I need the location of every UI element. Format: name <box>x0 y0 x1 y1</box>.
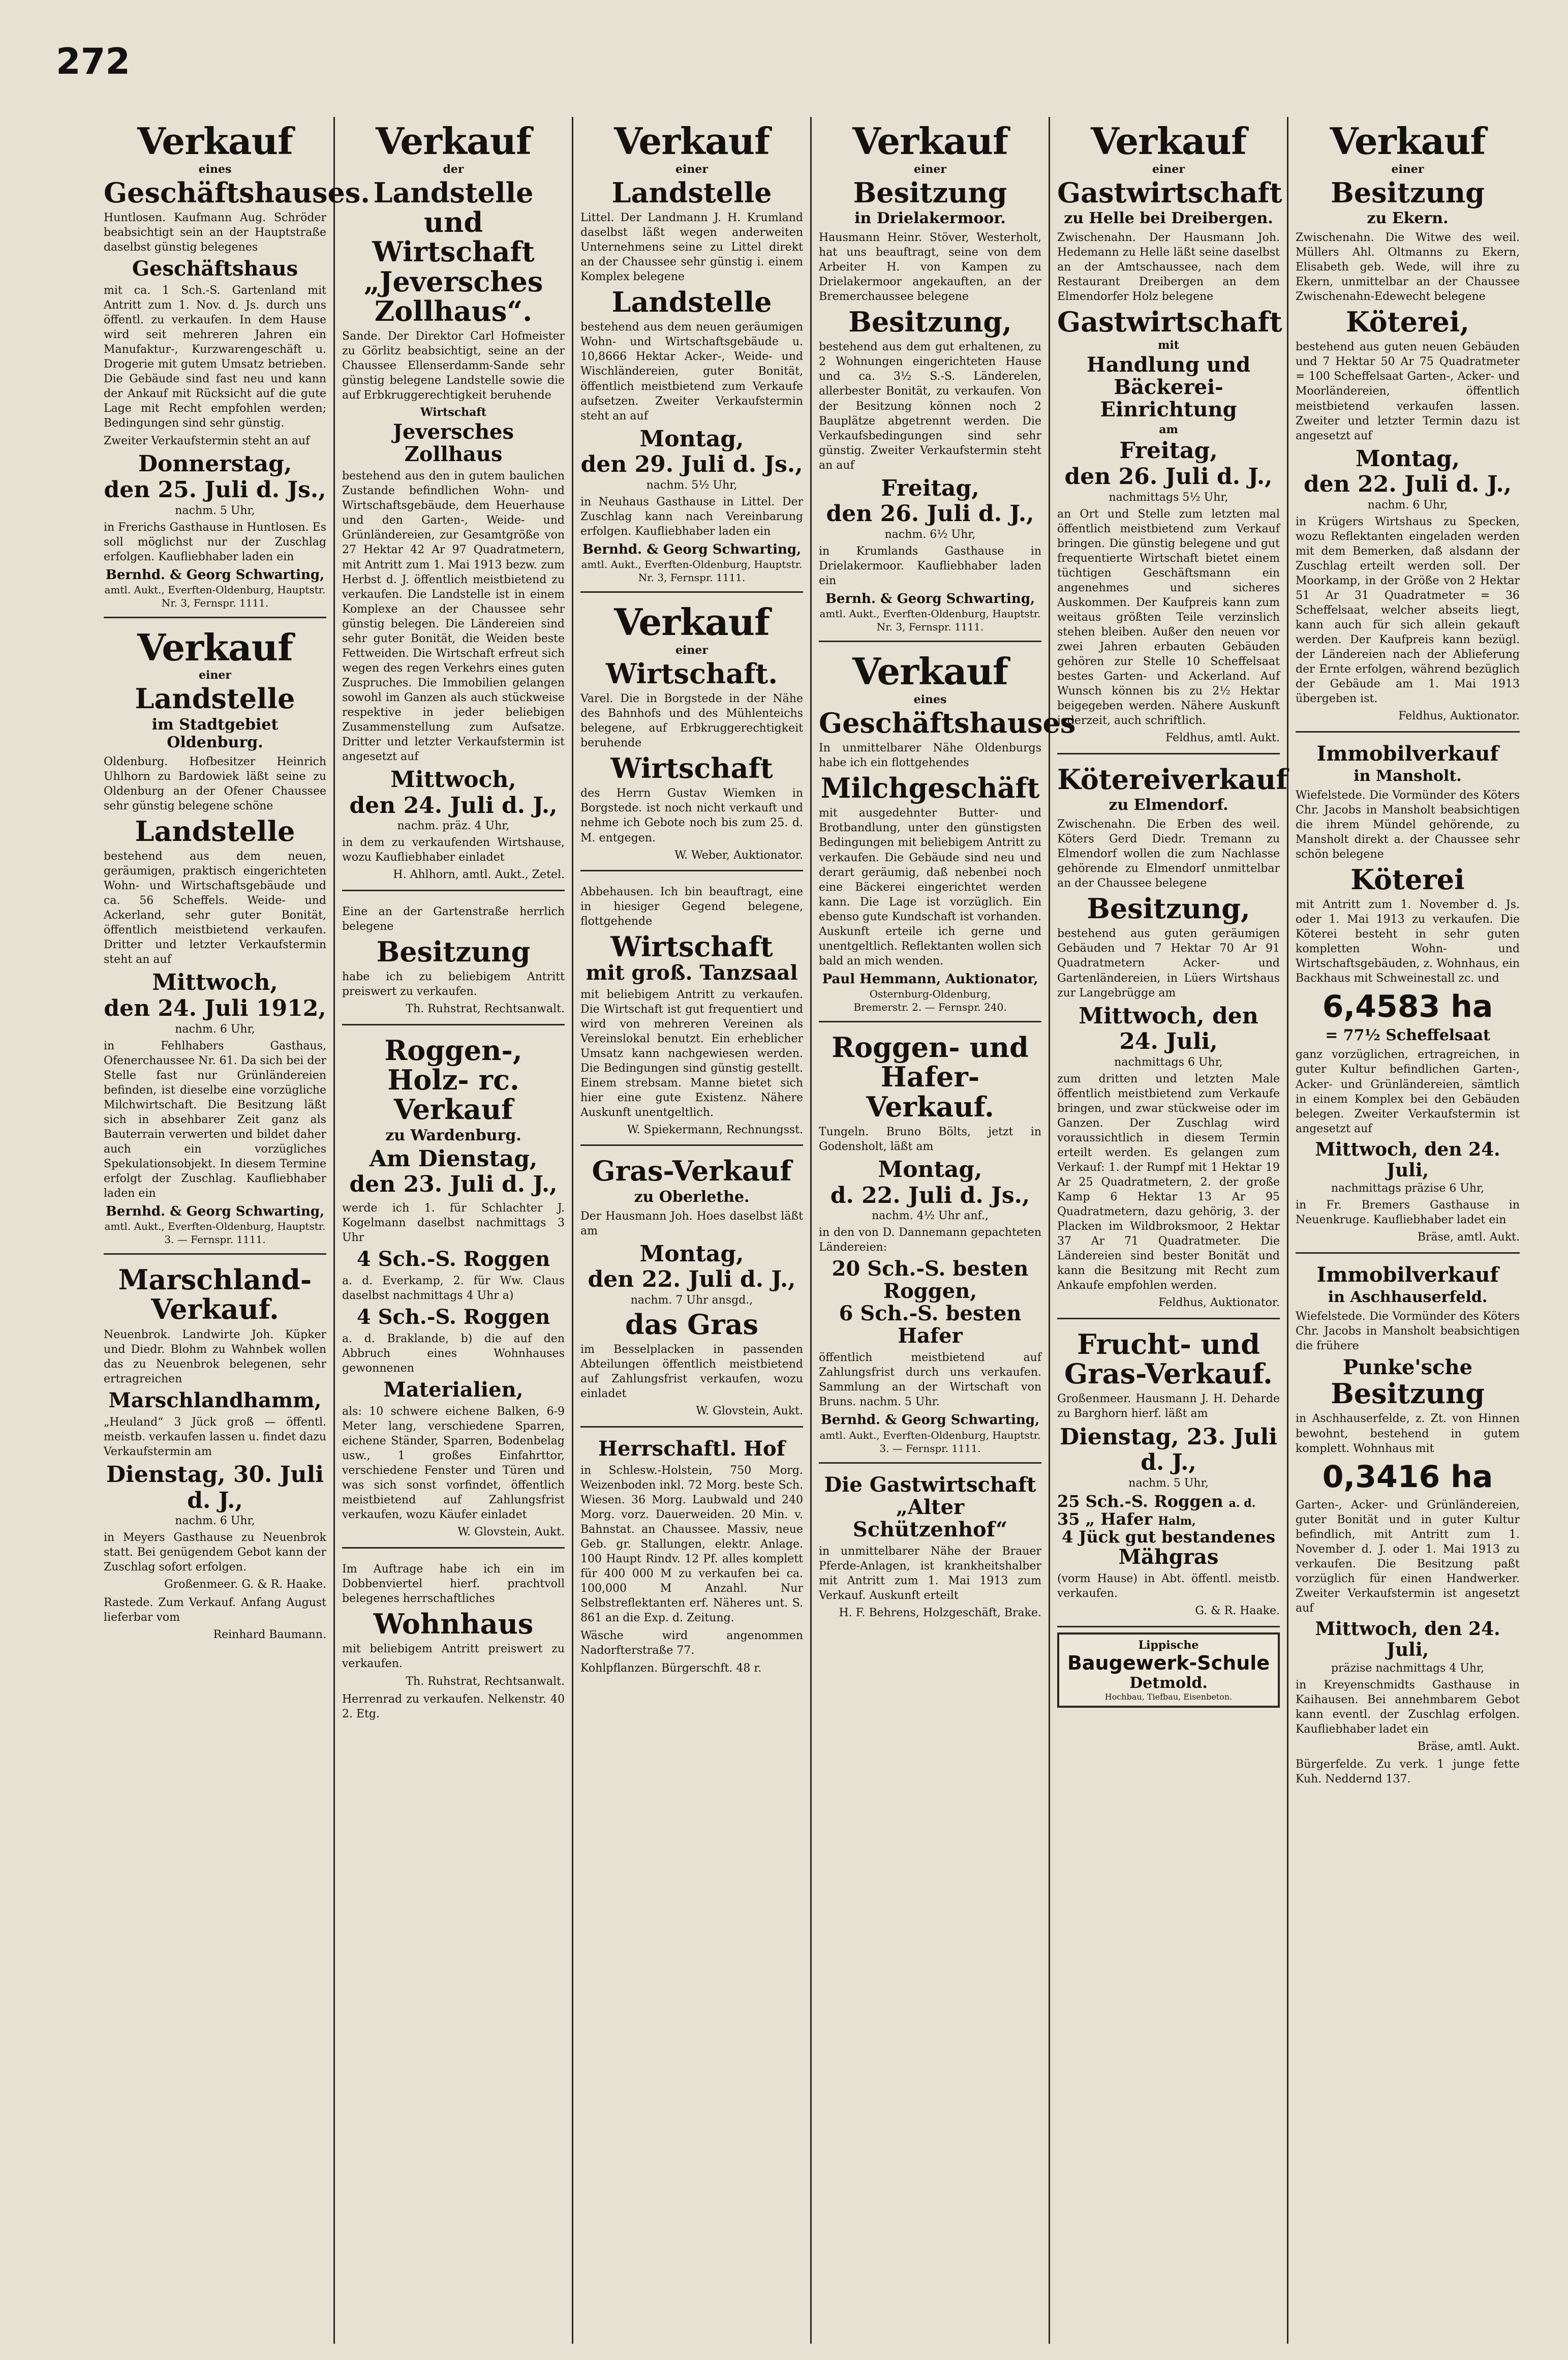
ad-text: Eine an der Gartenstraße herrlich belegene <box>342 905 565 933</box>
ad-besitzung-drielakermoor <box>819 117 1041 642</box>
ad-date: den 26. Juli d. J., <box>826 501 1034 527</box>
ad-date: d. 22. Juli d. Js., <box>830 1182 1030 1208</box>
ad-text: mit beliebigem Antritt preiswert zu verkaufen. <box>342 1643 565 1671</box>
ad-text: Herrenrad zu verkaufen. Nelkenstr. 40 2. Etg. <box>342 1693 565 1721</box>
ad-text: Kohlpflanzen. Bürgerschft. 48 r. <box>580 1662 762 1675</box>
ad-besitzung-gartenstrasse <box>342 896 565 1025</box>
ad-text: Abbehausen. Ich bin beauftragt, eine in hiesiger Gegend belegene, flottgehende <box>580 886 803 928</box>
ad-text: Varel. Die in Borgstede in der Nähe des Bahnhofs und des Mühlenteichs belegene, auf Erbkruggerechtigkeit beruhende <box>580 692 803 750</box>
ad-text: Littel. Der Landmann J. H. Krumland daselbst läßt wegen anderweiten Unternehmens seine zu Littel direkt an der Chaussee sehr günstig i. einem Komplex belegene <box>580 211 803 284</box>
ad-title: Hafer-Verkauf. <box>866 1061 994 1123</box>
ad-marschland <box>104 1260 326 1649</box>
auctioneer-name: Bernhd. & Georg Schwarting, <box>105 567 325 583</box>
ad-signature: Feldhus, amtl. Aukt. <box>1165 732 1280 745</box>
ad-text: Zweiter Verkaufstermin steht an auf <box>104 435 310 448</box>
ad-object: Jeversches Zollhaus <box>392 420 514 467</box>
ad-subline: einer <box>1391 162 1424 176</box>
ad-object: 4 Sch.-S. Roggen <box>356 1305 550 1329</box>
ad-text: Huntlosen. Kaufmann Aug. Schröder beabsichtigt sein an der Hauptstraße daselbst günstig belegenes <box>104 211 326 254</box>
ad-text: mit ausgedehnter Butter- und Brotbandlung, unter den günstigsten Bedingungen mit beliebigem Antritt zu verkaufen. Die Gebäude sind neu und derart geräumig, daß nebenbei noch eine Bäckerei eingerichtet werden kann. Die Lage ist vorzüglich. Ein ebenso gute Kundschaft ist vorhanden. Auskunft erteile ich gerne und unentgeltlich. Reflektanten wollen sich bald an mich wenden. <box>819 807 1041 967</box>
ad-object: Wirtschaft <box>610 752 773 785</box>
ad-text: mit ca. 1 Sch.-S. Gartenland mit Antritt zum 1. Nov. d. Js. durch uns öffentl. zu verkaufen. In dem Hause wird seit mehreren Jahren ein Manufaktur-, Kurzwarengeschäft u. Drogerie mit gutem Umsatz betrieben. Die Gebäude sind fast neu und kann der Ankauf mit Rücksicht auf die gute Lage mit Recht empfohlen werden; Bedingungen sind sehr günstig. <box>104 284 326 430</box>
ad-location: zu Elmendorf. <box>1109 796 1228 814</box>
ad-text: bestehend aus dem neuen, geräumigen, praktisch eingerichteten Wohn- und Wirtschaftsgebäude und ca. 56 Scheffels. Weide- und Ackerland, sehr guter Bonität, öffentlich meistbietend verkaufen. Dritter und letzter Verkaufstermin steht an auf <box>104 850 326 966</box>
ad-time: nachm. präz. 4 Uhr, <box>397 820 510 833</box>
column-5 <box>1050 117 1288 2344</box>
columns <box>97 117 1527 2344</box>
ad-object: Marschlandhamm, <box>108 1388 322 1412</box>
ad-signature: Reinhard Baumann. <box>213 1628 326 1641</box>
ad-alter-schuetzenhof <box>819 1469 1041 1628</box>
ad-subline: Wirtschaft <box>420 406 487 419</box>
ad-object: Wirtschaft <box>610 930 773 963</box>
ad-object-text: 25 Sch.-S. Roggen <box>1057 1491 1223 1511</box>
ad-object-note: a. d. <box>1228 1496 1256 1510</box>
ad-object: 20 Sch.-S. besten <box>832 1257 1029 1281</box>
ad-text: habe ich zu beliebigem Antritt preiswert zu verkaufen. <box>342 971 565 999</box>
ad-location: in Aschhauserfeld. <box>1328 1288 1488 1307</box>
ad-signature: H. F. Behrens, Holzgeschäft, Brake. <box>839 1606 1041 1619</box>
ad-headline: Verkauf <box>1091 119 1246 163</box>
ad-roggen-hafer-tungeln <box>819 1027 1041 1464</box>
ad-text: in Fr. Bremers Gasthause in Neuenkruge. Kaufliebhaber ladet ein <box>1296 1199 1520 1227</box>
ad-signature: Th. Ruhstrat, Rechtsanwalt. <box>406 1003 565 1016</box>
ad-headline: Roggen- und <box>832 1031 1029 1064</box>
ad-headline: Kötereiverkauf <box>1057 763 1288 796</box>
ad-wohnhaus-dobbenviertel <box>342 1554 565 1732</box>
ad-object: Landstelle <box>135 814 295 848</box>
ad-time: nachm. 6 Uhr, <box>175 1022 255 1036</box>
auctioneer-address: Bremerstr. 2. — Fernspr. 240. <box>853 1001 1007 1013</box>
ad-time: nachm. 5 Uhr, <box>175 504 255 517</box>
ad-headline: Verkauf <box>614 600 770 644</box>
ad-headline: Die Gastwirtschaft <box>824 1472 1036 1497</box>
auctioneer-name: Bernhd. & Georg Schwarting, <box>582 541 802 557</box>
auctioneer-name: Bernh. & Georg Schwarting, <box>825 591 1035 607</box>
ad-besitzung-ekern <box>1296 117 1520 733</box>
ad-date: Montag, <box>639 426 744 452</box>
school-label: Lippische <box>1138 1638 1199 1652</box>
ad-time: nachmittags 6 Uhr, <box>1114 1055 1223 1069</box>
ad-date: Montag, <box>1356 445 1460 472</box>
ad-signature: Feldhus, Auktionator. <box>1158 1296 1280 1310</box>
ad-herrschaftlicher-hof <box>580 1433 803 1686</box>
ad-location: zu Wardenburg. <box>385 1126 521 1144</box>
ad-frucht-gras-verkauf <box>1057 1324 1280 1627</box>
ad-signature: H. Ahlhorn, amtl. Aukt., Zetel. <box>393 868 565 882</box>
ad-headline: Immobilverkauf <box>1316 1263 1499 1287</box>
ad-text: an Ort und Stelle zum letzten mal öffentlich meistbietend zum Verkauf bringen. Die günstig belegene und gut frequentierte Wirtschaft bietet einem tüchtigen Geschäftsmann ein angenehmes und sicheres Auskommen. Der Kaufpreis kann zum weitaus größten Teile verzinslich stehen bleiben. Außer den neuen vor zwei Jahren erbauten Gebäuden gehören zur Stelle 10 Scheffelsaat bestes Garten- und Ackerland. Auf Wunsch können bis zu 2½ Hektar beigegeben werden. Nähere Auskunft jederzeit, auch schriftlich. <box>1057 507 1280 727</box>
ad-time: nachm. 7 Uhr ansgd., <box>630 1293 753 1307</box>
auctioneer-address: amtl. Aukt., Everften-Oldenburg, Hauptstr. 3. — Fernspr. 1111. <box>104 1220 326 1246</box>
ad-date: den 29. Juli d. Js., <box>580 451 803 478</box>
ad-headline: Immobilverkauf <box>1316 741 1499 766</box>
ad-subline: einer <box>675 162 708 176</box>
ad-gras-oberlethe <box>580 1151 803 1428</box>
ad-area: 6,4583 ha <box>1322 989 1493 1025</box>
ad-subline: einer <box>199 669 231 682</box>
ad-object: Landstelle <box>611 286 772 319</box>
ad-text: bestehend aus guten neuen Gebäuden und 7 Hektar 50 Ar 75 Quadratmeter = 100 Scheffelsaat Garten-, Acker- und Moorländereien, öffentlich meistbietend verkaufen lassen. Zweiter und letzter Termin dazu ist angesetzt auf <box>1296 341 1520 442</box>
ad-object: Hafer <box>898 1324 963 1348</box>
ad-text: Hausmann Heinr. Stöver, Westerholt, hat uns beauftragt, seine von dem Arbeiter H. von Kampen zu Drielakermoor angekauften, an der Bremerchaussee belegene <box>819 231 1041 304</box>
ad-object <box>1057 1510 1280 1528</box>
ad-object: Besitzung <box>376 935 531 968</box>
ad-object: Besitzung, <box>848 306 1012 339</box>
ad-date: Mittwoch, den 24. Juli, <box>1315 1138 1500 1182</box>
ad-object: Roggen, <box>883 1279 977 1304</box>
ad-text: „Heuland“ 3 Jück groß — öffentl. meistb. verkaufen lassen u. findet dazu Verkaufstermin am <box>104 1415 326 1458</box>
ad-text: bestehend aus guten geräumigen Gebäuden und 7 Hektar 70 Ar 91 Quadratmetern Acker- und Gartenländereien, in Lüers Wirtshaus zur Langebrügge am <box>1057 927 1280 1000</box>
auctioneer-address: amtl. Aukt., Everften-Oldenburg, Hauptstr. 3. — Fernspr. 1111. <box>819 1429 1041 1455</box>
ad-koetereiverkauf-elmendorf <box>1057 760 1288 1319</box>
column-1 <box>97 117 371 2344</box>
ad-object: Handlung und <box>1086 353 1251 377</box>
ad-object: Köterei <box>1350 863 1465 896</box>
ad-signature: W. Spiekermann, Rechnungsst. <box>627 1123 803 1136</box>
ad-title: Besitzung <box>1331 176 1485 209</box>
ad-immobilverkauf-aschhauserfeld <box>1296 1259 1520 1797</box>
ad-object: Milchgeschäft <box>820 772 1040 805</box>
school-city: Detmold. <box>1129 1674 1208 1692</box>
column-3 <box>573 117 812 2344</box>
ad-signature: Bräse, amtl. Aukt. <box>1417 1231 1520 1244</box>
ad-text: ganz vorzüglichen, ertragreichen, in guter Kultur befindlichen Garten-, Acker- und Grünländereien, sämtlich in einem Komplex bei den Gebäuden belegen. Zweiter Verkaufstermin ist angesetzt auf <box>1296 1048 1520 1135</box>
ad-title: Verkauf. <box>151 1293 279 1326</box>
ad-text: bestehend aus den in gutem baulichen Zustande befindlichen Wohn- und Wirtschaftsgebäude, dem Heuerhause und den Garten-, Weide- und Grünländereien, zur Gesamtgröße von 27 Hektar 42 Ar 97 Quadratmetern, mit Antritt zum 1. Mai 1913 bezw. zum Herbst d. J. öffentlich meistbietend zu verkaufen. Die Landstelle ist in einem Komplexe an der Chaussee sehr günstig belegen. Die Ländereien sind sehr guter Bonität, die Weiden beste Fettweiden. Die Wirtschaft erfreut sich wegen des regen Verkehrs eines guten Zuspruches. Die Immobilien gelangen sowohl im Ganzen als auch stückweise respektive in jeder beliebigen Zusammenstellung zum Aufsatze. Dritter und letzter Verkaufstermin ist angesetzt auf <box>342 470 565 763</box>
ad-title: „Alter Schützenhof“ <box>852 1495 1008 1541</box>
column-2 <box>335 117 573 2344</box>
ad-headline: Verkauf <box>137 625 293 669</box>
auctioneer-name: Paul Hemmann, Auktionator, <box>822 971 1038 987</box>
ad-signature: Feldhus, Auktionator. <box>1398 710 1520 723</box>
ad-headline: Gras-Verkauf <box>592 1155 792 1188</box>
ad-date: Mittwoch, <box>390 766 516 793</box>
school-subjects: Hochbau, Tiefbau, Eisenbeton. <box>1104 1691 1233 1702</box>
ad-text: Wiefelstede. Die Vormünder des Köters Chr. Jacobs in Mansholt beabsichtigen die ihrem Mündel gehörende, zu Mansholt direkt a. der Chaussee sehr schön belegene <box>1296 789 1520 861</box>
ad-jeversches-zollhaus <box>342 117 565 891</box>
ad-milchgeschaeft <box>819 647 1076 1022</box>
ad-headline: Roggen-, <box>384 1034 522 1067</box>
ad-title: Zollhaus“. <box>374 294 533 327</box>
ad-wirtschaft-varel <box>580 598 803 871</box>
ad-subline: mit <box>1158 339 1179 352</box>
ad-baugewerk-schule-detmold <box>1057 1632 1280 1708</box>
ad-headline: Verkauf <box>376 119 531 163</box>
ad-text: (vorm Hause) in Abt. öffentl. meistb. verkaufen. <box>1057 1572 1280 1600</box>
ad-object: Besitzung <box>1331 1377 1485 1410</box>
ad-time: nachm. 5 Uhr, <box>1128 1476 1209 1490</box>
ad-signature: Großenmeer. G. & R. Haake. <box>164 1578 326 1591</box>
ad-headline: Verkauf <box>852 119 1008 163</box>
ad-title: Landstelle und <box>373 176 534 238</box>
auctioneer-name: Bernhd. & Georg Schwarting, <box>105 1203 325 1219</box>
ad-text: mit beliebigem Antritt zu verkaufen. Die Wirtschaft ist gut frequentiert und wird von mehreren Vereinen als Vereinslokal benutzt. Ein erheblicher Umsatz kann nachgewiesen werden. Die Bedingungen sind günstig gestellt. Einem strebsam. Manne bietet sich hier eine gute Existenz. Nähere Auskunft unentgeltlich. <box>580 988 803 1119</box>
ad-text: werde ich 1. für Schlachter J. Kogelmann daselbst nachmittags 3 Uhr <box>342 1201 565 1244</box>
ad-text: in Neuhaus Gasthause in Littel. Der Zuschlag kann nach Vereinbarung erfolgen. Kaufliebhaber laden ein <box>580 495 803 538</box>
ad-object: das Gras <box>625 1308 758 1341</box>
ad-text: in Krügers Wirtshaus zu Specken, wozu Reflektanten eingeladen werden mit dem Bemerken, daß alsdann der Zuschlag erteilt werden soll. Der Moorkamp, in der Größe von 2 Hektar 51 Ar 31 Quadratmeter = 36 Scheffelsaat, welcher abseits liegt, kann auch für sich allein gekauft werden. Der Kaufpreis kann bezügl. der Ländereien nach der Ablieferung der Ernte erfolgen, während bezüglich der Gebäude am 1. Mai 1913 übergeben ist. <box>1296 515 1520 706</box>
auctioneer-address: amtl. Aukt., Everften-Oldenburg, Hauptstr. Nr. 3, Fernspr. 1111. <box>819 608 1041 633</box>
ad-roggen-holz-wardenburg <box>342 1031 565 1549</box>
ad-title: Gastwirtschaft <box>1057 176 1282 209</box>
auctioneer-name: Bernhd. & Georg Schwarting, <box>820 1412 1040 1428</box>
ad-date: Montag, <box>639 1240 744 1267</box>
auctioneer-address: amtl. Aukt., Everften-Oldenburg, Hauptstr. Nr. 3, Fernspr. 1111. <box>104 583 326 609</box>
ad-date: Dienstag, 23. Juli d. J., <box>1060 1424 1277 1476</box>
ad-headline: Frucht- und <box>1077 1327 1260 1360</box>
ad-location: in Drielakermoor. <box>854 209 1006 227</box>
ad-date: Freitag, <box>1119 438 1218 464</box>
ad-text: Zwischenahn. Die Erben des weil. Köters Gerd Diedr. Tremann zu Elmendorf wollen die zum Nachlasse gehörende zu Elmendorf unmittelbar an der Chaussee belegene <box>1057 818 1280 890</box>
ad-headline: Verkauf <box>1330 119 1486 163</box>
ad-date: Am Dienstag, <box>369 1145 538 1172</box>
ad-signature: W. Glovstein, Aukt. <box>457 1526 565 1539</box>
ad-headline: Verkauf <box>852 650 1008 693</box>
ad-location: im Stadtgebiet Oldenburg. <box>151 715 279 751</box>
ad-text: zum dritten und letzten Male öffentlich meistbietend zum Verkaufe bringen, und zwar stückweise oder im Ganzen. Der Zuschlag wird voraussichtlich in diesem Termin erteilt werden. Es gelangen zum Verkauf: 1. der Rumpf mit 1 Hektar 19 Ar 25 Quadratmetern, 2. der große Kamp 6 Hektar 13 Ar 95 Quadratmetern, dazu gehörig, 3. der Placken im Wildbroksmoor, 2 Hektar 37 Ar 71 Quadratmeter. Die Ländereien sind bester Bonität und kann die Besitzung mit Recht zum Ankaufe empfohlen werden. <box>1057 1072 1280 1292</box>
ad-text: In unmittelbarer Nähe Oldenburgs habe ich ein flottgehendes <box>819 742 1041 770</box>
ad-subline: einer <box>1152 162 1185 176</box>
ad-signature: G. & R. Haake. <box>1195 1605 1280 1618</box>
ad-subline: der <box>443 162 464 176</box>
ad-geschaeftshaus-huntlosen <box>104 117 371 618</box>
ad-time: nachmittags 5½ Uhr, <box>1109 491 1228 504</box>
ad-time: nachm. 6 Uhr, <box>1367 498 1448 511</box>
ad-object: 4 Jück gut bestandenes <box>1061 1527 1276 1547</box>
ad-text: bestehend aus dem neuen geräumigen Wohn- und Wirtschaftsgebäude u. 10,8666 Hektar Acker-, Weide- und Wischländereien, guter Bonität, öffentlich meistbietend zum Verkaufe aufsetzen. Zweiter Verkaufstermin steht an auf <box>580 321 803 422</box>
ad-object: Wohnhaus <box>373 1608 534 1641</box>
school-name: Baugewerk-Schule <box>1067 1651 1270 1674</box>
auctioneer-address: amtl. Aukt., Everften-Oldenburg, Hauptstr. Nr. 3, Fernspr. 1111. <box>581 558 803 584</box>
ad-text: in den von D. Dannemann gepachteten Ländereien: <box>819 1226 1041 1254</box>
ad-headline: Herrschaftl. Hof <box>598 1437 785 1461</box>
ad-text: Wäsche wird angenommen Nadorfterstraße 77. <box>580 1629 803 1657</box>
ad-title: Gras-Verkauf. <box>1064 1357 1273 1390</box>
ad-signature: Bräse, amtl. Aukt. <box>1417 1740 1520 1753</box>
ad-subline: am <box>1159 423 1178 437</box>
ad-wirtschaft-tanzsaal <box>580 876 803 1146</box>
ad-title: Geschäftshauses <box>819 706 1076 739</box>
ad-text: in Kreyenschmidts Gasthause in Kaihausen. Bei annehmbarem Gebot kann eventl. der Zuschlag erfolgen. Kaufliebhaber ladet ein <box>1296 1678 1520 1736</box>
ad-title: Landstelle <box>611 176 772 209</box>
ad-time: nachm. 5½ Uhr, <box>646 478 737 492</box>
ad-text: in Aschhauserfelde, z. Zt. von Hinnen bewohnt, bestehend in gutem komplett. Wohnhaus mit <box>1296 1412 1520 1455</box>
ad-text: Im Auftrage habe ich ein im Dobbenviertel hierf. prachtvoll belegenes herrschaftliches <box>342 1563 565 1606</box>
ad-date: Freitag, <box>881 475 979 501</box>
ad-object: Mähgras <box>1118 1545 1219 1569</box>
ad-area-note: = 77½ Scheffelsaat <box>1325 1026 1490 1045</box>
ad-gastwirtschaft-helle <box>1057 117 1280 754</box>
column-6 <box>1288 117 1527 2344</box>
ad-object: Besitzung, <box>1087 892 1250 925</box>
ad-text: Zwischenahn. Der Hausmann Joh. Hedemann zu Helle läßt seine daselbst an der Amtschaussee, nach dem Restaurant Dreibergen an dem Elmendorfer Holz belegene <box>1057 231 1280 304</box>
ad-location: zu Helle bei Dreibergen. <box>1064 209 1273 227</box>
ad-text: in Krumlands Gasthause in Drielakermoor. Kaufliebhaber laden ein <box>819 544 1041 587</box>
ad-time: nachm. 6½ Uhr, <box>884 528 976 541</box>
ad-signature: W. Weber, Auktionator. <box>674 849 803 862</box>
ad-text: Oldenburg. Hofbesitzer Heinrich Uhlhorn zu Bardowiek läßt seine zu Oldenburg an der Ofener Chaussee sehr günstig belegene schöne <box>104 755 326 812</box>
ad-subline: einer <box>675 643 708 657</box>
auctioneer-address: Osternburg-Oldenburg, <box>869 987 991 1000</box>
ad-object: 4 Sch.-S. Roggen <box>356 1247 550 1272</box>
ad-text: mit Antritt zum 1. November d. Js. oder 1. Mai 1913 zu verkaufen. Die Köterei besteht in sehr guten kompletten Wohn- und Wirtschaftsgebäuden, z. Wohnhaus, ein Backhaus mit Schweinestall zc. und <box>1296 898 1520 985</box>
ad-time: nachm. 6 Uhr, <box>175 1515 255 1528</box>
ad-object: Gastwirtschaft <box>1057 306 1282 339</box>
ad-date: Mittwoch, den 24. Juli, <box>1079 1003 1258 1055</box>
ad-landstelle-oldenburg <box>104 623 326 1255</box>
ad-immobilverkauf-mansholt <box>1296 738 1520 1254</box>
ad-time: nachmittags präzise 6 Uhr, <box>1331 1182 1485 1195</box>
ad-date: Donnerstag, <box>138 451 292 477</box>
ad-text: in Schlesw.-Holstein, 750 Morg. Weizenboden inkl. 72 Morg. beste Sch. Wiesen. 36 Morg. Laubwald und 240 Morg. vorz. Dauerweiden. 20 Min. v. Bahnstat. an Chaussee. Massiv, neue Geb. gr. Stallungen, elektr. Anlage. 100 Haupt Rindv. 12 Pf. alles komplett für 400 000 M zu verkaufen bei ca. 100,000 M Anzahl. Nur Selbstreflektanten erf. Näheres unt. S. 861 an die Exp. d. Zeitung. <box>580 1464 803 1625</box>
ad-text: Bürgerfelde. Zu verk. 1 junge fette Kuh. Neddernd 137. <box>1296 1758 1520 1786</box>
ad-headline: Verkauf <box>614 119 770 163</box>
ad-text: Sande. Der Direktor Carl Hofmeister zu Görlitz beabsichtigt, seine an der Chaussee Ellenserdamm-Sande sehr günstig belegene Landstelle sowie die auf Erbkruggerechtigkeit beruhende <box>342 330 565 402</box>
ad-object: Materialien, <box>383 1378 524 1402</box>
ad-object: Geschäftshaus <box>132 257 298 281</box>
ad-object: Köterei, <box>1345 306 1470 339</box>
ad-headline: Verkauf <box>137 119 293 163</box>
ad-text: Garten-, Acker- und Grünländereien, guter Bonität und in guter Kultur befindlich, mit Antritt zum 1. November d. J. oder 1. Mai 1913 zu verkaufen. Die Besitzung paßt vorzüglich für einen Handwerker. Zweiter Verkaufstermin ist angesetzt auf <box>1296 1498 1520 1615</box>
ad-text: Tungeln. Bruno Bölts, jetzt in Godensholt, läßt am <box>819 1125 1041 1153</box>
ad-title: Holz- rc. Verkauf <box>387 1064 519 1126</box>
ad-date: Mittwoch, <box>152 970 278 996</box>
ad-object: 6 Sch.-S. besten <box>839 1302 1022 1326</box>
ad-text: Neuenbrok. Landwirte Joh. Küpker und Diedr. Blohm zu Wahnbek wollen das zu Neuenbrok belegenen, sehr ertragreichen <box>104 1328 326 1385</box>
ad-object: Bäckerei-Einrichtung <box>1100 375 1237 422</box>
ad-date: den 24. Juli d. J., <box>349 792 558 819</box>
column-4 <box>812 117 1076 2344</box>
ad-text: Wiefelstede. Die Vormünder des Köters Chr. Jacobs in Mansholt beabsichtigen die frühere <box>1296 1310 1520 1353</box>
ad-text: bestehend aus dem gut erhaltenen, zu 2 Wohnungen eingerichteten Hause und ca. 3½ S.-S. Länderelen, allerbester Bonität, zu verkaufen. Von der Besitzung können noch 2 Bauplätze abgetrennt werden. Die Verkaufsbedingungen sind sehr günstig. Zweiter Verkaufstermin steht an auf <box>819 341 1041 472</box>
ad-text: öffentlich meistbietend auf Zahlungsfrist durch uns verkaufen. Sammlung an der Wirtschaft von Bruns. nachm. 5 Uhr. <box>819 1351 1041 1409</box>
ad-title: Wirtschaft <box>372 235 535 268</box>
ad-headline: Marschland- <box>118 1263 312 1296</box>
ad-object: Punke'sche <box>1342 1355 1473 1380</box>
ad-date: den 25. Juli d. Js., <box>104 476 326 503</box>
ad-title: Besitzung <box>853 176 1007 209</box>
ad-title: Geschäftshauses. <box>104 176 371 209</box>
ad-text: in Meyers Gasthause zu Neuenbrok statt. Bei genügendem Gebot kann der Zuschlag sofort erfolgen. <box>104 1531 326 1574</box>
ad-text: in Fehlhabers Gasthaus, Ofenerchaussee Nr. 61. Da sich bei der Stelle fast nur Grünländereien befinden, ist dieselbe eine vorzügliche Milchwirtschaft. Die Besitzung läßt sich in absehbarer Zeit ganz als Bauterrain verwerten und bildet daher auch ein vorzügliches Spekulationsobjekt. In diesem Termine erfolgt der Zuschlag. Kaufliebhaber laden ein <box>104 1039 326 1200</box>
ad-signature: Th. Ruhstrat, Rechtsanwalt. <box>406 1675 565 1688</box>
ad-subline: eines <box>913 692 947 706</box>
ad-date: den 24. Juli 1912, <box>104 995 326 1021</box>
ad-text: als: 10 schwere eichene Balken, 6-9 Meter lang, verschiedene Sparren, eichene Ständer, Sparren, Bodenbelag usw., 1 großes Einfahrttor, verschiedene Fenster und Türen und was sich sonst vorfindet, öffentlich meistbietend auf Zahlungsfrist verkaufen, wozu Käufer einladet <box>342 1405 565 1522</box>
ad-object-note: Halm, <box>1158 1514 1196 1528</box>
ad-text: in Frerichs Gasthause in Huntlosen. Es soll möglichst nur der Zuschlag erfolgen. Kaufliebhaber laden ein <box>104 521 326 563</box>
ad-text: Der Hausmann Joh. Hoes daselbst läßt am <box>580 1209 803 1237</box>
ad-location: in Mansholt. <box>1354 767 1462 785</box>
ad-landstelle-littel <box>580 117 803 593</box>
ad-date: Mittwoch, den 24. Juli, <box>1315 1618 1500 1661</box>
ad-object-text: 35 „ Hafer <box>1057 1509 1153 1529</box>
ad-location: zu Oberlethe. <box>634 1188 750 1206</box>
ad-text: Zwischenahn. Die Witwe des weil. Müllers Ahl. Oltmanns zu Ekern, Elisabeth geb. Wede, will ihre zu Ekern, unmittelbar an der Chaussee Zwischenahn-Edewecht belegene <box>1296 231 1520 304</box>
ad-date: den 22. Juli d. J., <box>1304 471 1512 498</box>
ad-text: Rastede. Zum Verkauf. Anfang August lieferbar vom <box>104 1596 326 1624</box>
ad-subline: eines <box>198 162 232 176</box>
ad-date: den 26. Juli d. J., <box>1064 463 1273 490</box>
ad-text: a. d. Braklande, b) die auf den Abbruch eines Wohnhauses gewonnenen <box>342 1333 565 1375</box>
ad-text: des Herrn Gustav Wiemken in Borgstede. ist noch nicht verkauft und nehme ich Gebote noch bis zum 25. d. M. entgegen. <box>580 787 803 844</box>
ad-date: Montag, <box>878 1156 982 1183</box>
ad-text: in unmittelbarer Nähe der Brauer Pferde-Anlagen, ist krankheitshalber mit Antritt zum 1. Mai 1913 zum Verkauf. Auskunft erteilt <box>819 1545 1041 1602</box>
ad-date: Dienstag, 30. Juli d. J., <box>106 1461 324 1514</box>
ad-text: a. d. Everkamp, 2. für Ww. Claus daselbst nachmittags 4 Uhr a) <box>342 1275 565 1303</box>
ad-signature: W. Glovstein, Aukt. <box>696 1405 803 1418</box>
page-number: 272 <box>56 41 131 82</box>
ad-object: mit groß. Tanzsaal <box>586 960 798 985</box>
ad-time: nachm. 4½ Uhr anf., <box>872 1209 989 1223</box>
ad-subline: einer <box>914 162 946 176</box>
ad-location: zu Ekern. <box>1367 209 1449 227</box>
ad-text: im Besselplacken in passenden Abteilungen öffentlich meistbietend auf Zahlungsfrist verkaufen, wozu einladet <box>580 1343 803 1401</box>
ad-text: Großenmeer. Hausmann J. H. Deharde zu Barghorn hierf. läßt am <box>1057 1393 1280 1420</box>
ad-title: Wirtschaft. <box>605 657 778 690</box>
ad-area: 0,3416 ha <box>1322 1459 1493 1495</box>
ad-date: den 23. Juli d. J., <box>349 1171 558 1198</box>
ad-title: Landstelle <box>135 682 295 715</box>
ad-time: präzise nachmittags 4 Uhr, <box>1331 1661 1485 1675</box>
ad-title: „Jeversches <box>363 265 543 298</box>
ad-date: den 22. Juli d. J., <box>588 1266 796 1293</box>
ad-text: in dem zu verkaufenden Wirtshause, wozu Kaufliebhaber einladet <box>342 836 565 864</box>
ad-object <box>1057 1493 1280 1510</box>
